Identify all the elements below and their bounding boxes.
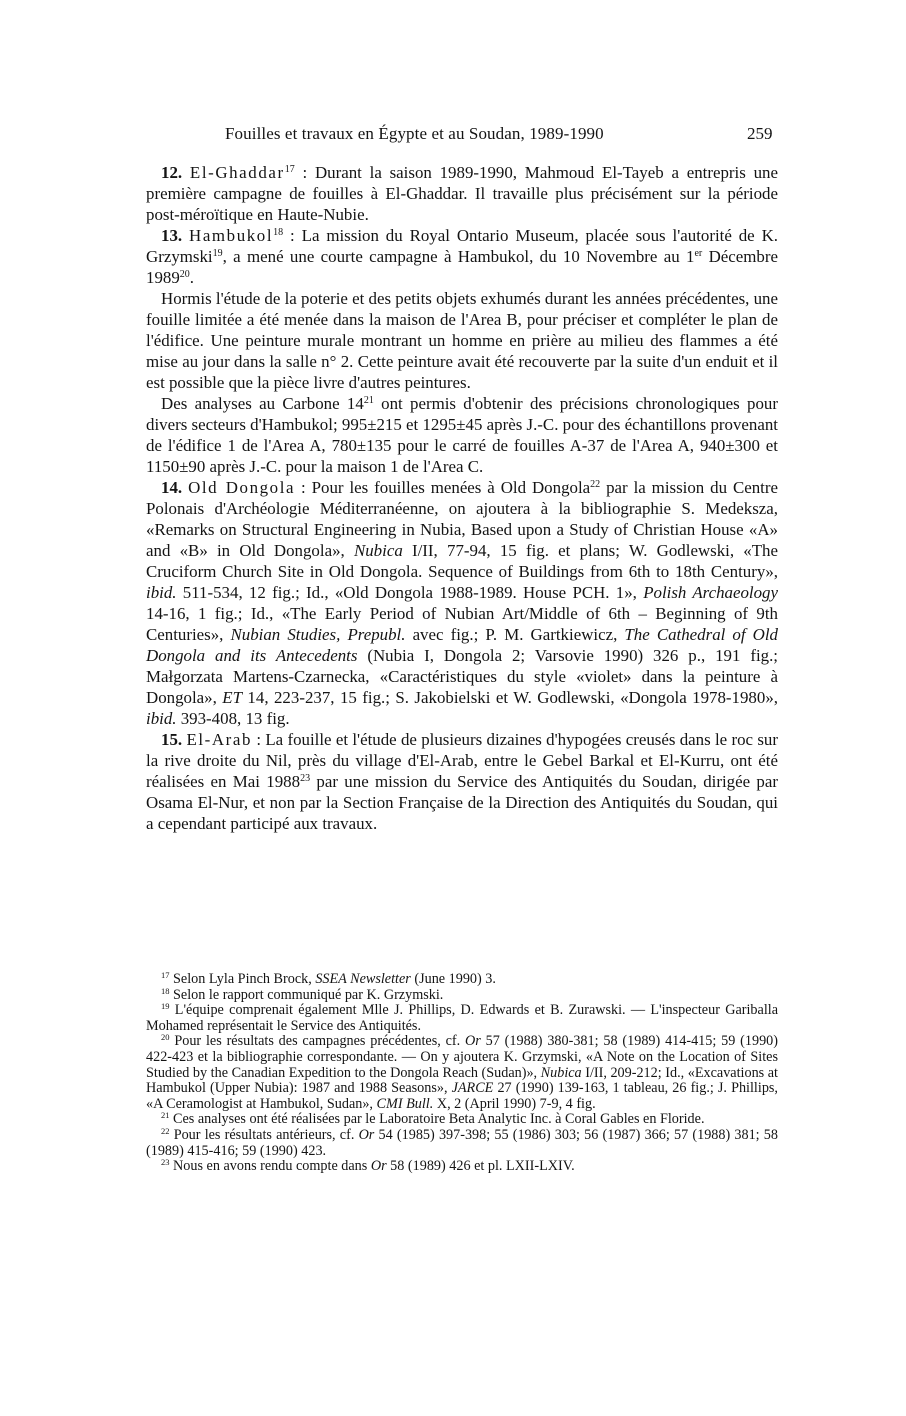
text-run: X, 2 (April 1990) 7-9, 4 fig.	[433, 1095, 596, 1112]
paragraph-p13	[146, 225, 778, 288]
note-ref: 22	[161, 1125, 170, 1136]
running-head: Fouilles et travaux en Égypte et au Soudan, 1989-1990	[225, 124, 604, 143]
text-run: .	[189, 268, 195, 287]
text-run: : La mission du Royal Ontario Museum, placée sous l'autorité de K. Grzymski	[146, 226, 778, 266]
text-run: 393-408, 13 fig.	[176, 709, 290, 728]
text-run: , a mené une courte campagne à Hambukol, du 10 Novembre au 1	[222, 247, 695, 266]
footnote-fn23	[146, 1159, 778, 1175]
italic-title: Nubica	[353, 541, 403, 560]
text-run: ont permis d'obtenir des précisions chronologiques pour divers secteurs d'Hambukol; 995±215 et 1295±45 après J.-C. pour des échantillons provenant de l'édifice 1 de l'Area A, 780±135 pour le carré de fouilles A-37 de l'Area A, 940±300 et 1150±90 après J.-C. pour la maison 1 de l'Area C.	[146, 394, 779, 476]
note-ref: 18	[161, 985, 170, 996]
note-ref: 21	[161, 1110, 170, 1121]
text-run	[182, 226, 189, 245]
site-name: Hambukol	[189, 226, 274, 245]
footnote-fn17	[146, 972, 778, 988]
note-ref: 20	[179, 269, 190, 280]
text-run: 14, 223-237, 15 fig.; S. Jakobielski et W. Godlewski, «Dongola 1978-1980»,	[242, 688, 778, 707]
text-run: Selon Lyla Pinch Brock,	[169, 971, 316, 987]
italic-title: Nubian Studies, Prepubl.	[230, 625, 406, 644]
paragraph-p12	[146, 162, 778, 225]
italic-title: Or	[465, 1033, 481, 1050]
footnote-fn22	[146, 1125, 778, 1159]
italic-title: JARCE	[451, 1080, 494, 1097]
note-ref: 19	[212, 248, 223, 259]
section-number: 15.	[161, 730, 183, 749]
footnote-fn20	[146, 1034, 778, 1112]
site-name: El-Arab	[186, 730, 253, 749]
text-run: 511-534, 12 fig.; Id., «Old Dongola 1988-1989. House PCH. 1»,	[176, 583, 644, 602]
italic-title: ibid.	[146, 583, 177, 602]
page-number: 259	[747, 124, 773, 143]
paragraph-p13c	[146, 393, 778, 477]
note-ref: 23	[161, 1157, 170, 1168]
paragraph-p14	[146, 477, 778, 729]
italic-title: The Cathedral of Old Dongola and its Antecedents	[146, 625, 779, 665]
note-ref: 20	[161, 1032, 170, 1043]
text-run: (June 1990) 3.	[410, 971, 496, 987]
text-run: Des analyses au Carbone 14	[161, 394, 364, 413]
italic-title: Polish Archaeology	[643, 583, 778, 602]
footnote-fn21	[146, 1112, 778, 1128]
italic-title: Nubica	[540, 1064, 582, 1081]
text-run: 14-16, 1 fig.; Id., «The Early Period of Nubian Art/Middle of 6th – Beginning of 9th Centuries»,	[146, 604, 778, 644]
text-run: Pour les résultats des campagnes précédentes, cf.	[169, 1033, 466, 1050]
text-run: par la mission du Centre Polonais d'Archéologie Méditerranéenne, on ajoutera à la bibliographie S. Medeksza, «Remarks on Structural Engineering in Nubia, Based upon a Study of Christian House «A» and «B» in Old Dongola»,	[146, 478, 778, 560]
italic-title: SSEA Newsletter	[315, 971, 411, 987]
italic-title: ET	[222, 688, 242, 707]
section-number: 13.	[161, 226, 183, 245]
text-run: I/II, 209-212; Id., «Excavations at Hambukol (Upper Nubia): 1987 and 1988 Seasons»,	[146, 1064, 778, 1097]
text-run: I/II, 77-94, 15 fig. et plans; W. Godlewski, «The Cruciform Church Site in Old Dongola. Sequence of Buildings from 6th to 18th Century»,	[146, 541, 779, 581]
text-run: Selon le rapport communiqué par K. Grzymski.	[169, 986, 444, 1003]
body-text	[146, 162, 778, 834]
text-run: Nous en avons rendu compte dans	[169, 1158, 371, 1175]
text-run: 57 (1988) 380-381; 58 (1989) 414-415; 59 (1990) 422-423 et la bibliographie correspondante. — On y ajoutera K. Grzymski, «A Note on the Location of Sites Studied by the Canadian Expedition to the Dongola Reach (Sudan)»,	[146, 1033, 778, 1081]
note-ref: 17	[161, 970, 170, 980]
text-run: 54 (1985) 397-398; 55 (1986) 303; 56 (1987) 366; 57 (1988) 381; 58 (1989) 415-416; 59 (1990) 423.	[146, 1126, 778, 1159]
text-run: Décembre 1989	[146, 247, 778, 287]
note-ref: 19	[161, 1001, 170, 1012]
text-run: : Durant la saison 1989-1990, Mahmoud El-Tayeb a entrepris une première campagne de fouilles à El-Ghaddar. Il travaille plus précisément sur la période post-méroïtique en Haute-Nubie.	[146, 163, 778, 224]
text-run: Pour les résultats antérieurs, cf.	[169, 1126, 359, 1143]
italic-title: ibid.	[146, 709, 177, 728]
site-name: El-Ghaddar	[189, 163, 285, 182]
text-run: (Nubia I, Dongola 2; Varsovie 1990) 326 p., 191 fig.; Małgorzata Martens-Czarnecka, «Caractéristiques du style «violet» dans la peinture à Dongola»,	[146, 646, 779, 707]
paragraph-p15	[146, 729, 778, 834]
section-number: 14.	[161, 478, 183, 497]
paragraph-p13b	[146, 288, 778, 393]
footnote-fn18	[146, 985, 778, 1004]
text-run: avec fig.; P. M. Gartkiewicz,	[405, 625, 625, 644]
text-run	[182, 163, 190, 182]
italic-title: CMI Bull.	[376, 1095, 434, 1112]
text-run: Ces analyses ont été réalisées par le Laboratoire Beta Analytic Inc. à Coral Gables en Floride.	[169, 1111, 705, 1128]
note-ref: 22	[590, 479, 601, 490]
site-name: Old Dongola	[188, 478, 296, 497]
note-ref: 17	[284, 164, 295, 175]
text-run: L'équipe comprenait également Mlle J. Phillips, D. Edwards et B. Zurawski. — L'inspecteur Gariballa Mohamed représentait le Service des Antiquités.	[146, 1002, 778, 1034]
italic-title: Or	[370, 1158, 387, 1175]
italic-title: Or	[358, 1126, 375, 1143]
text-run: par une mission du Service des Antiquités du Soudan, dirigée par Osama El-Nur, et non par la Section Française de la Direction des Antiquités du Soudan, qui a cependant participé aux travaux.	[146, 772, 778, 833]
text-run: 58 (1989) 426 et pl. LXII-LXIV.	[386, 1158, 575, 1175]
note-ref: 18	[273, 227, 284, 238]
text-run: 27 (1990) 139-163, 1 tableau, 26 fig.; J. Phillips, «A Ceramologist at Hambukol, Sudan»,	[146, 1080, 778, 1112]
text-run: Hormis l'étude de la poterie et des petits objets exhumés durant les années précédentes, une fouille limitée a été menée dans la maison de l'Area B, pour préciser et compléter le plan de l'édifice. Une peinture murale montrant un homme en prière au milieu des flammes a été mise au jour dans la salle n° 2. Cette peinture avait été recouverte par la suite d'un enduit et il est possible que la pièce livre d'autres peintures.	[146, 289, 779, 392]
text-run: : Pour les fouilles menées à Old Dongola	[295, 478, 591, 497]
note-ref: er	[694, 248, 703, 259]
footnote-fn19	[146, 1003, 778, 1034]
footnotes	[146, 972, 778, 1175]
section-number: 12.	[161, 163, 183, 182]
note-ref: 23	[300, 773, 311, 784]
text-run: : La fouille et l'étude de plusieurs dizaines d'hypogées creusés dans le roc sur la rive droite du Nil, près du village d'El-Arab, entre le Gebel Barkal et El-Kurru, ont été réalisées en Mai 1988	[146, 730, 778, 791]
note-ref: 21	[363, 395, 374, 406]
